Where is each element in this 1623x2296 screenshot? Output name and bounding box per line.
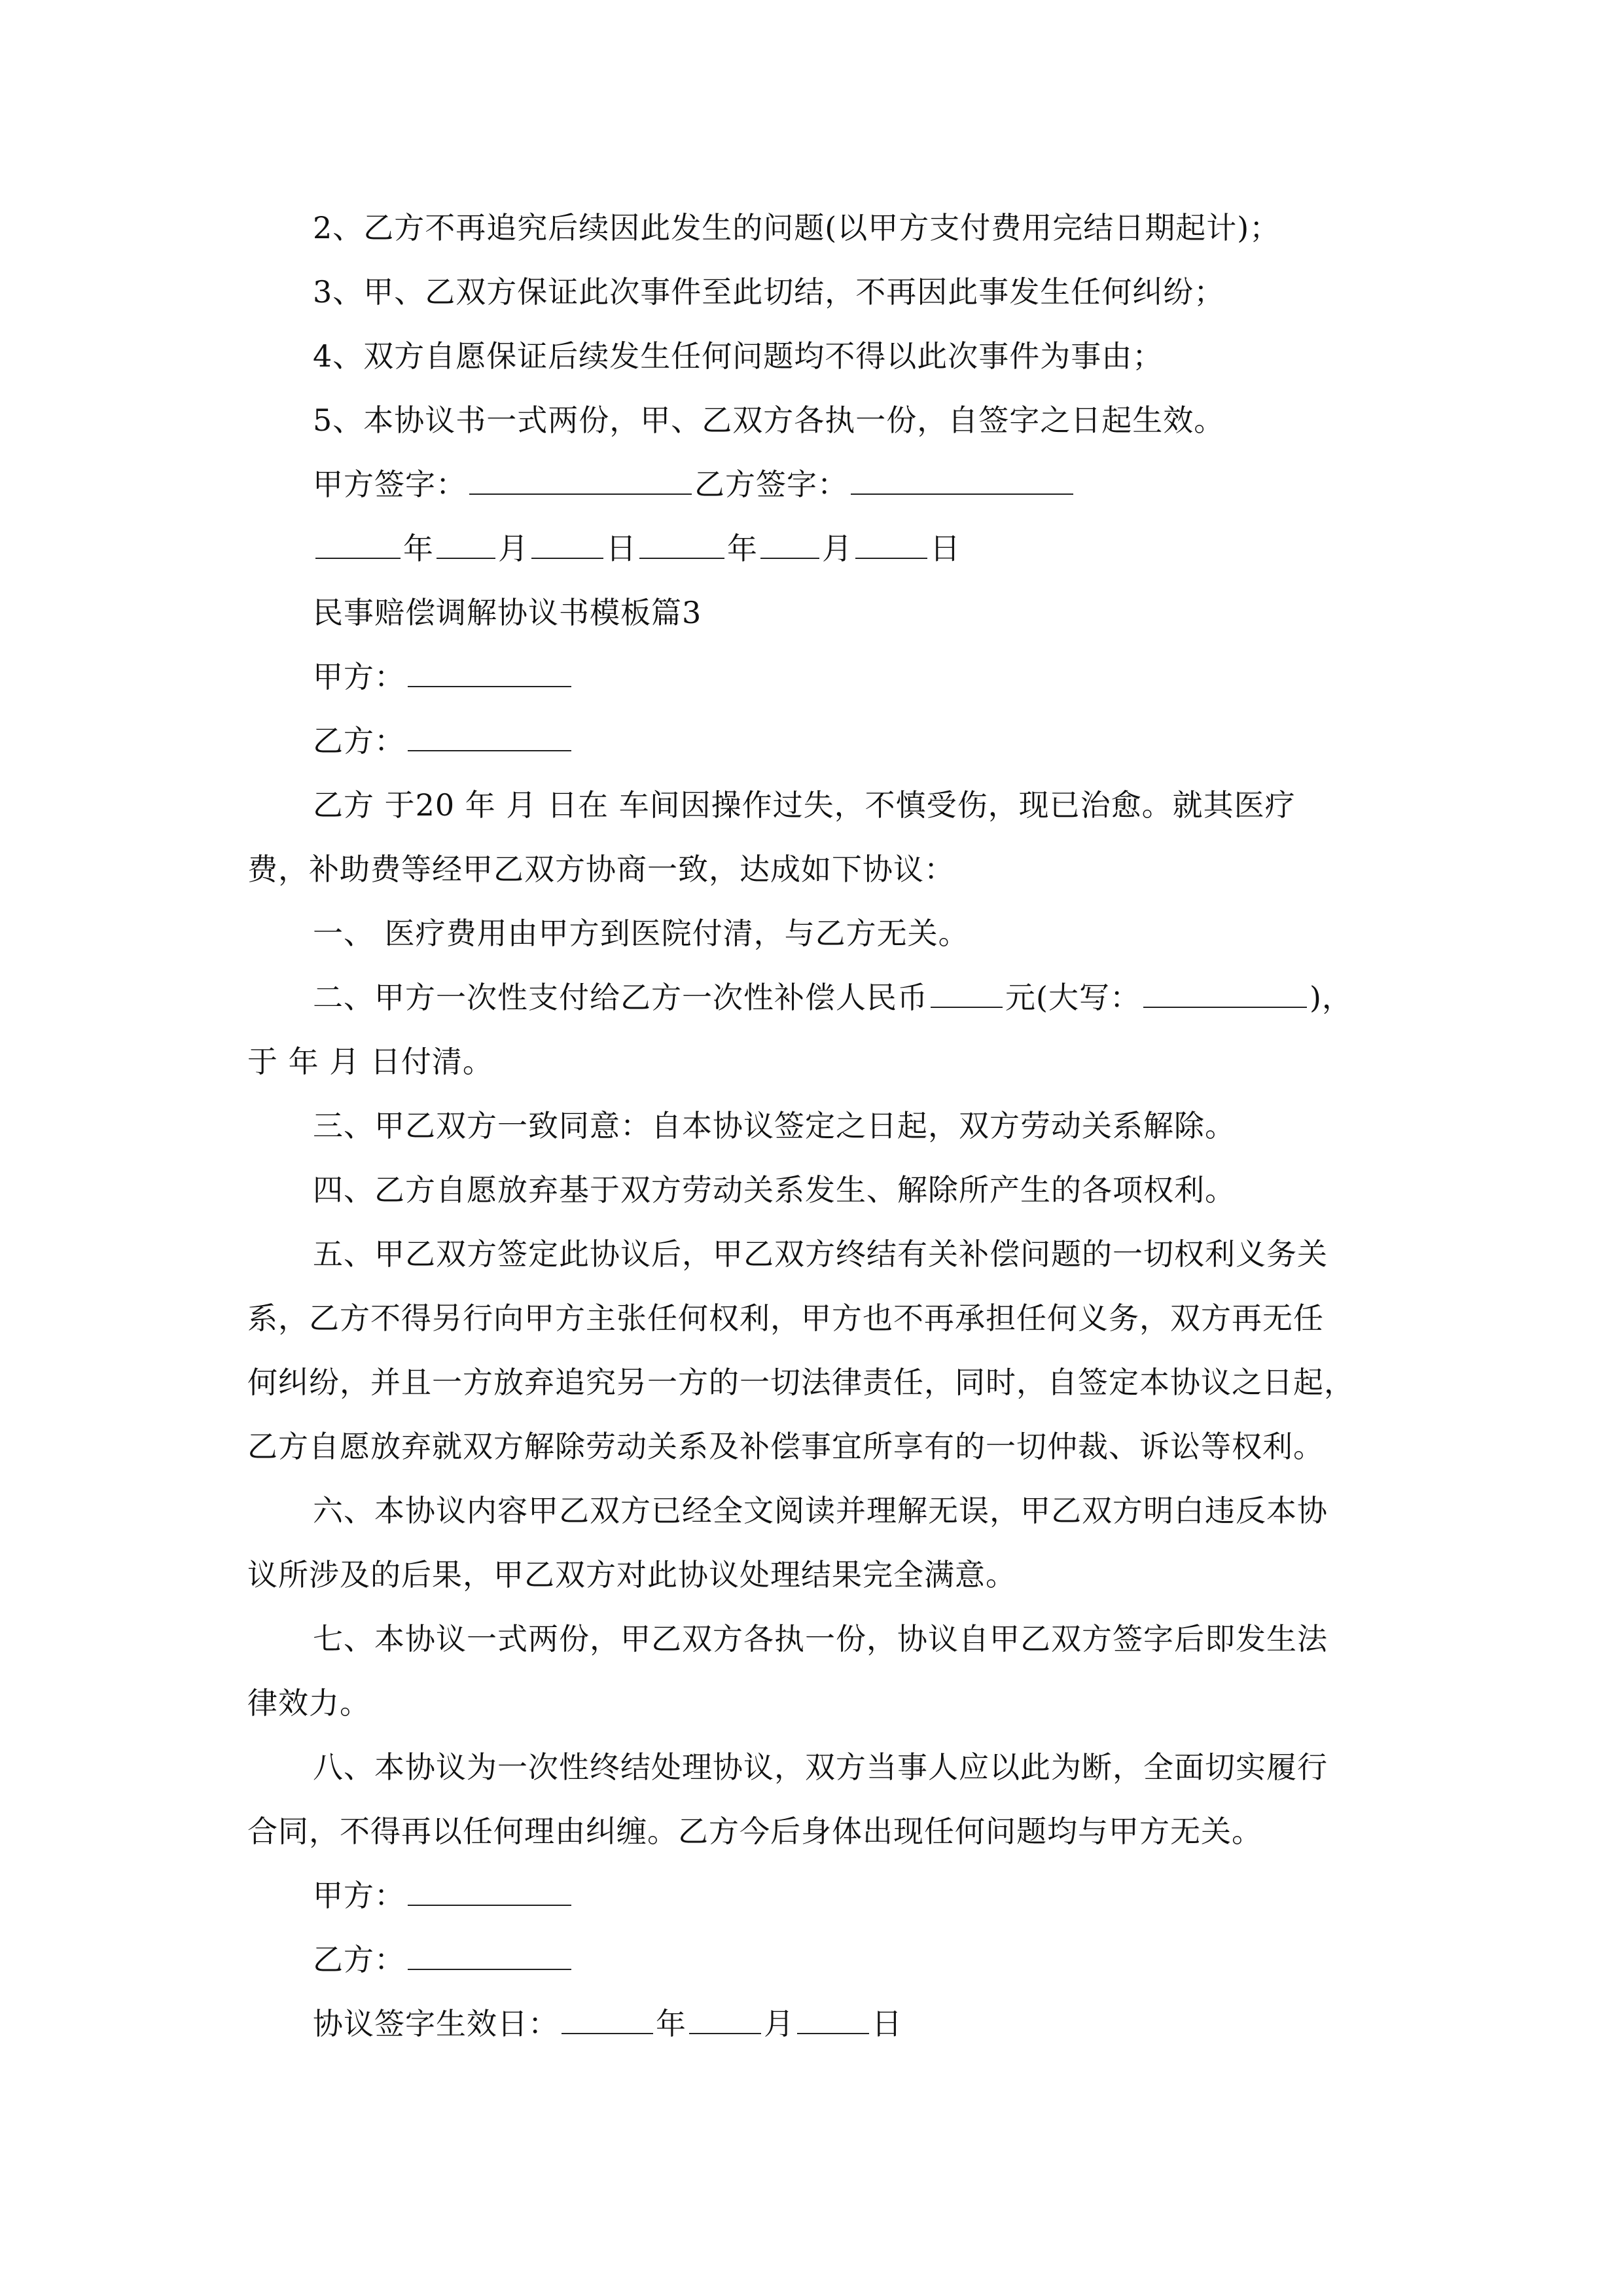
clause-5: 5、本协议书一式两份，甲、乙双方各执一份，自签字之日起生效。 xyxy=(313,403,1225,438)
day-label: 日 xyxy=(606,531,637,566)
month-label: 月 xyxy=(498,531,529,566)
effective-month-label: 月 xyxy=(764,2006,794,2041)
party-b-label: 乙方： xyxy=(313,723,405,759)
bottom-party-b-label: 乙方： xyxy=(313,1942,405,1977)
year-blank xyxy=(639,529,724,559)
party-b-signature-label: 乙方签字： xyxy=(694,467,848,502)
effective-day-label: 日 xyxy=(872,2006,902,2041)
party-a-blank xyxy=(408,657,571,687)
article-7-line-2: 律效力。 xyxy=(247,1685,370,1721)
article-1: 一、 医疗费用由甲方到医院付清，与乙方无关。 xyxy=(313,916,969,951)
year-label: 年 xyxy=(403,531,434,566)
date-row-top xyxy=(313,529,961,568)
effective-year-blank xyxy=(562,2004,653,2034)
article-2-text: 二、甲方一次性支付给乙方一次性补偿人民币 xyxy=(313,980,928,1015)
month-label: 月 xyxy=(822,531,853,566)
day-blank xyxy=(855,529,927,559)
bottom-party-b-line xyxy=(313,1940,574,1979)
article-3: 三、甲乙双方一致同意：自本协议签定之日起，双方劳动关系解除。 xyxy=(313,1108,1236,1143)
day-blank xyxy=(531,529,603,559)
intro-line-1: 乙方 于20 年 月 日在 车间因操作过失，不慎受伤，现已治愈。就其医疗 xyxy=(313,787,1296,823)
party-a-label: 甲方： xyxy=(313,659,405,694)
signature-row-top xyxy=(313,465,1076,504)
article-5-line-1: 五、甲乙双方签定此协议后，甲乙双方终结有关补偿问题的一切权利义务关 xyxy=(313,1236,1328,1272)
effective-month-blank xyxy=(689,2004,761,2034)
party-a-line xyxy=(313,657,574,696)
article-5-line-4: 乙方自愿放弃就双方解除劳动关系及补偿事宜所享有的一切仲裁、诉讼等权利。 xyxy=(247,1429,1324,1464)
party-a-signature-blank xyxy=(469,465,692,495)
section-title: 民事赔偿调解协议书模板篇3 xyxy=(313,595,702,630)
article-2-close: )， xyxy=(1309,980,1353,1015)
effective-year-label: 年 xyxy=(656,2006,687,2041)
party-a-signature-label: 甲方签字： xyxy=(313,467,467,502)
clause-3: 3、甲、乙双方保证此次事件至此切结，不再因此事发生任何纠纷； xyxy=(313,274,1225,310)
month-blank xyxy=(437,529,495,559)
clause-4: 4、双方自愿保证后续发生任何问题均不得以此次事件为事由； xyxy=(313,338,1164,374)
effective-date-line xyxy=(313,2004,902,2043)
article-2-capital: 元(大写： xyxy=(1005,980,1141,1015)
amount-blank xyxy=(931,978,1003,1008)
article-8-line-1: 八、本协议为一次性终结处理协议，双方当事人应以此为断，全面切实履行 xyxy=(313,1749,1328,1785)
bottom-party-b-blank xyxy=(408,1940,571,1970)
year-label: 年 xyxy=(727,531,758,566)
article-5-line-2: 系，乙方不得另行向甲方主张任何权利，甲方也不再承担任何义务，双方再无任 xyxy=(247,1300,1324,1336)
bottom-party-a-line xyxy=(313,1876,574,1915)
party-b-blank xyxy=(408,721,571,751)
clause-2: 2、乙方不再追究后续因此发生的问题(以甲方支付费用完结日期起计)； xyxy=(313,210,1281,245)
article-7-line-1: 七、本协议一式两份，甲乙双方各执一份，协议自甲乙双方签字后即发生法 xyxy=(313,1621,1328,1657)
intro-line-2: 费，补助费等经甲乙双方协商一致，达成如下协议： xyxy=(247,852,955,887)
article-8-line-2: 合同，不得再以任何理由纠缠。乙方今后身体出现任何问题均与甲方无关。 xyxy=(247,1814,1262,1849)
article-2 xyxy=(313,978,1353,1017)
bottom-party-a-blank xyxy=(408,1876,571,1906)
article-6-line-2: 议所涉及的后果，甲乙双方对此协议处理结果完全满意。 xyxy=(247,1557,1016,1592)
party-b-line xyxy=(313,721,574,761)
year-blank xyxy=(315,529,401,559)
effective-date-label: 协议签字生效日： xyxy=(313,2006,559,2041)
amount-capital-blank xyxy=(1143,978,1307,1008)
day-label: 日 xyxy=(930,531,961,566)
month-blank xyxy=(760,529,819,559)
article-6-line-1: 六、本协议内容甲乙双方已经全文阅读并理解无误，甲乙双方明白违反本协 xyxy=(313,1493,1328,1528)
effective-day-blank xyxy=(797,2004,869,2034)
article-5-line-3: 何纠纷，并且一方放弃追究另一方的一切法律责任，同时，自签定本协议之日起， xyxy=(247,1365,1355,1400)
article-4: 四、乙方自愿放弃基于双方劳动关系发生、解除所产生的各项权利。 xyxy=(313,1172,1236,1208)
article-2-line-2: 于 年 月 日付清。 xyxy=(247,1044,493,1079)
party-b-signature-blank xyxy=(851,465,1073,495)
bottom-party-a-label: 甲方： xyxy=(313,1878,405,1913)
